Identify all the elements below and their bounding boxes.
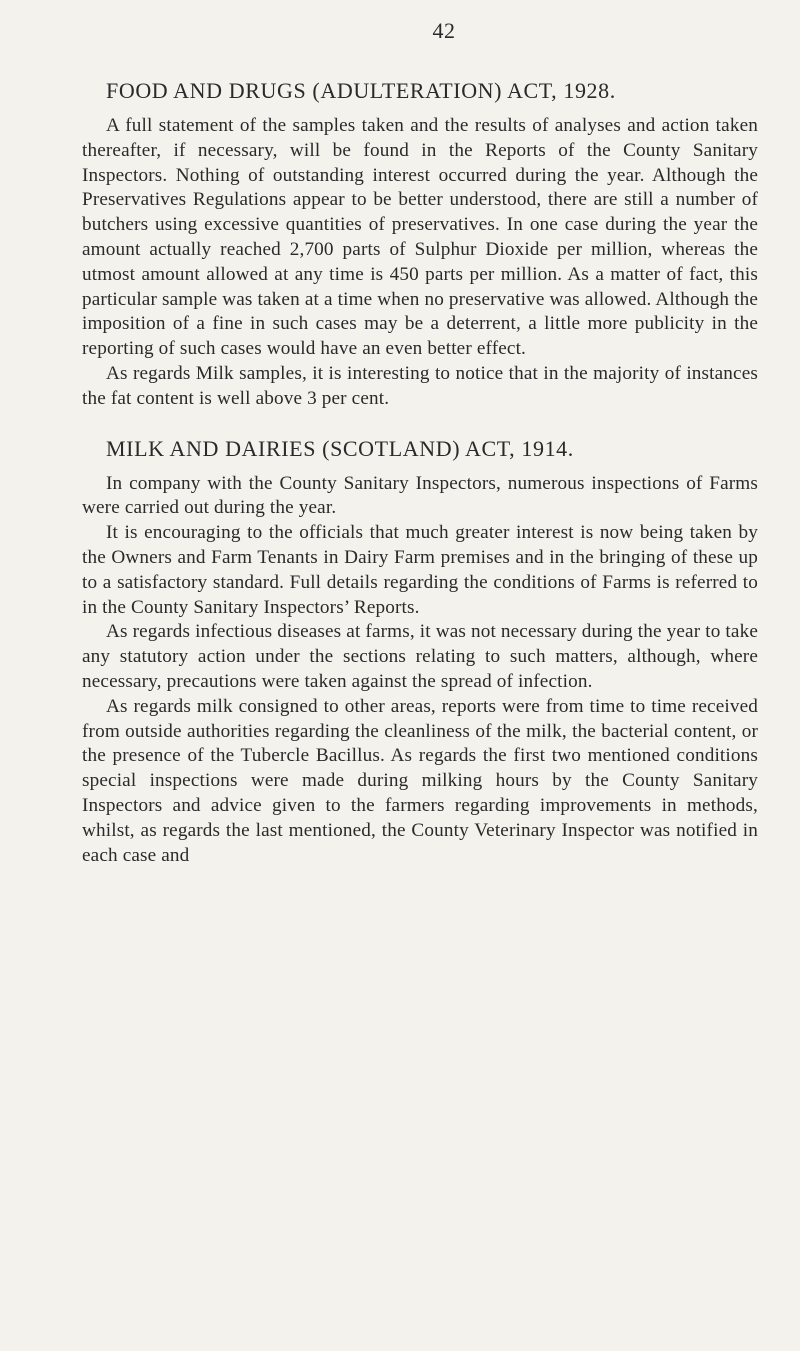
paragraph: As regards milk consigned to other areas, reports were from time to time received from outside authorities regarding the cleanliness of the milk, the bacterial content, or the presence of the Tubercle Bacillus. As regards the first two mentioned conditions special inspections were made during milking hours by the County Sanitary Inspectors and advice given to the farmers regarding improvements in methods, whilst, as regards the last mentioned, the County Veterinary Inspector was notified in each case and <box>82 695 758 866</box>
page-number: 42 <box>432 18 456 43</box>
paragraph: In company with the County Sanitary Inspectors, numerous inspections of Farms were carried out during the year. <box>82 472 758 519</box>
section-milk-and-dairies <box>82 436 758 869</box>
section-food-and-drugs <box>82 78 758 412</box>
paragraph: A full statement of the samples taken and the results of analyses and action taken thereafter, if necessary, will be found in the Reports of the County Sanitary Inspectors. Nothing of outstanding interest occurred during the year. Although the Preservatives Regulations appear to be better understood, there are still a number of butchers using excessive quantities of preservatives. In one case during the year the amount actually reached 2,700 parts of Sulphur Dioxide per million, whereas the utmost amount allowed at any time is 450 parts per million. As a matter of fact, this particular sample was taken at a time when no preservative was allowed. Although the imposition of a fine in such cases may be a deterrent, a little more publicity in the reporting of such cases would have an even better effect. <box>82 115 758 360</box>
section-heading-milk-and-dairies: MILK AND DAIRIES (SCOTLAND) ACT, 1914. <box>106 435 574 461</box>
paragraph: As regards Milk samples, it is interesting to notice that in the majority of instances the fat content is well above 3 per cent. <box>82 362 758 409</box>
section-heading-food-and-drugs: FOOD AND DRUGS (ADULTERATION) ACT, 1928. <box>106 78 616 103</box>
paragraph: It is encouraging to the officials that much greater interest is now being taken by the Owners and Farm Tenants in Dairy Farm premises and in the bringing of these up to a satisfactory standard. Full details regarding the conditions of Farms is referred to in the County Sanitary Inspectors’ Reports. <box>82 522 758 618</box>
paragraph: As regards infectious diseases at farms, it was not necessary during the year to take any statutory action under the sections relating to such matters, although, where necessary, precautions were taken against the spread of infection. <box>82 621 758 692</box>
